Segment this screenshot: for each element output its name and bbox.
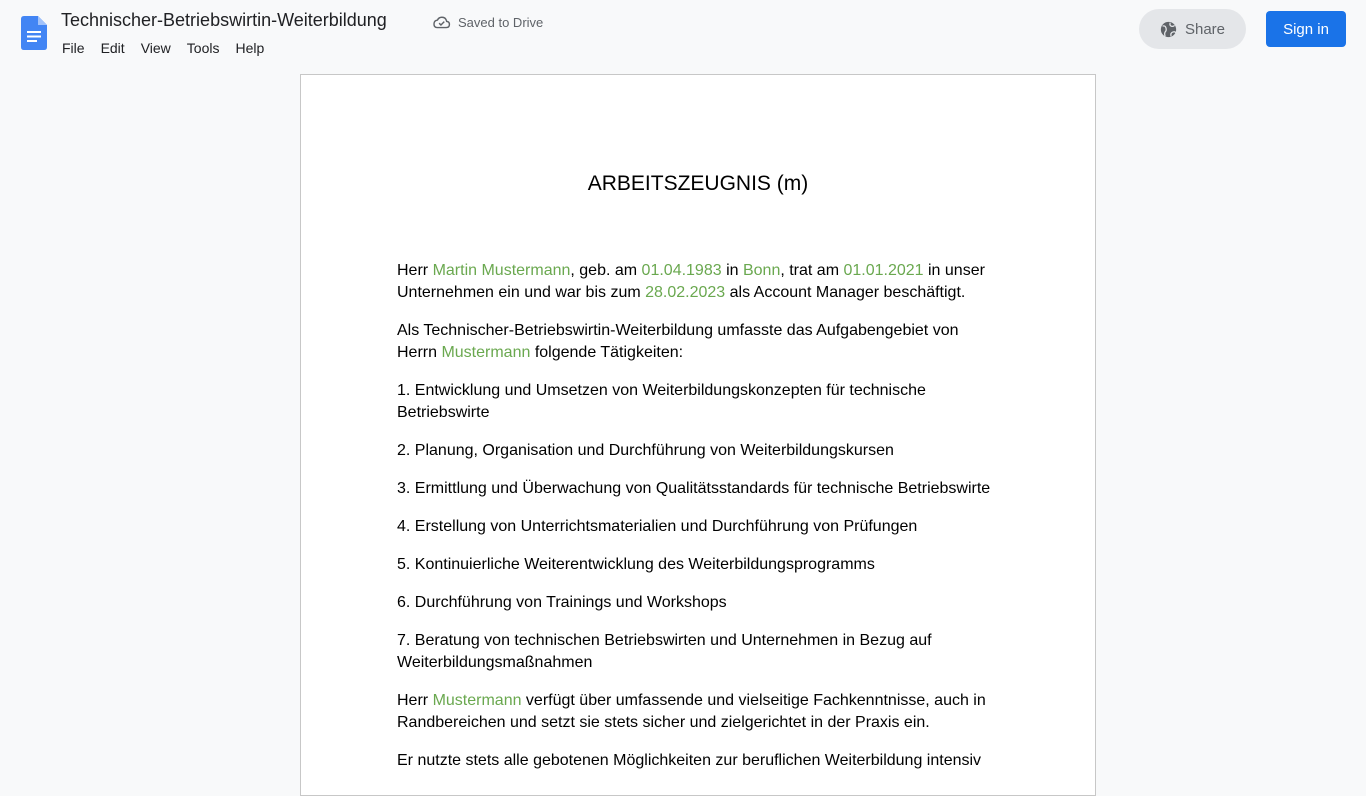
menu-file[interactable]: File xyxy=(62,40,85,56)
cloud-done-icon xyxy=(432,14,451,30)
paragraph-training: Er nutzte stets alle gebotenen Möglichkeiten zur beruflichen Weiterbildung intensiv xyxy=(397,752,982,769)
menu-bar xyxy=(54,36,272,60)
task-item: 3. Ermittlung und Überwachung von Qualitätsstandards für technische Betriebswirte xyxy=(397,480,991,497)
birth-date: 01.04.1983 xyxy=(641,262,722,279)
menu-view[interactable]: View xyxy=(140,40,171,56)
task-item: 2. Planung, Organisation und Durchführung von Weiterbildungskursen xyxy=(397,442,894,459)
share-button[interactable] xyxy=(1139,9,1246,49)
task-item: 5. Kontinuierliche Weiterentwicklung des Weiterbildungsprogramms xyxy=(397,556,875,573)
paragraph-skills: Herr Mustermann verfügt über umfassende und vielseitige Fachkenntnisse, auch in Randbereichen und setzt sie stets sicher und zielgerichtet in der Praxis ein. xyxy=(397,692,986,731)
globe-icon xyxy=(1160,21,1177,38)
menu-tools[interactable]: Tools xyxy=(186,40,220,56)
birth-city: Bonn xyxy=(742,262,781,279)
document-page[interactable] xyxy=(300,74,1096,796)
google-docs-icon[interactable] xyxy=(21,16,47,50)
share-label: Share xyxy=(1184,20,1226,38)
end-date: 28.02.2023 xyxy=(645,284,726,301)
task-item: 7. Beratung von technischen Betriebswirten und Unternehmen in Bezug auf Weiterbildungsmaßnahmen xyxy=(397,632,932,671)
task-item: 6. Durchführung von Trainings und Workshops xyxy=(397,594,727,611)
employee-surname: Mustermann xyxy=(432,692,522,709)
employee-name: Martin Mustermann xyxy=(432,262,571,279)
task-item: 4. Erstellung von Unterrichtsmaterialien und Durchführung von Prüfungen xyxy=(397,518,918,535)
paragraph-intro: Herr Martin Mustermann, geb. am 01.04.1983 in Bonn, trat am 01.01.2021 in unser Unternehmen ein und war bis zum 28.02.2023 als Account Manager beschäftigt. xyxy=(397,262,985,301)
paragraph-tasks-intro: Als Technischer-Betriebswirtin-Weiterbildung umfasste das Aufgabengebiet von Herrn Mustermann folgende Tätigkeiten: xyxy=(397,322,959,361)
menu-help[interactable]: Help xyxy=(235,40,265,56)
saved-status-label: Saved to Drive xyxy=(458,14,544,30)
start-date: 01.01.2021 xyxy=(843,262,924,279)
top-bar xyxy=(0,0,1366,64)
document-body xyxy=(397,260,999,788)
employee-surname: Mustermann xyxy=(441,344,531,361)
sign-in-button[interactable]: Sign in xyxy=(1266,11,1346,47)
saved-status[interactable] xyxy=(432,14,543,30)
document-heading: ARBEITSZEUGNIS (m) xyxy=(587,172,809,195)
document-title[interactable]: Technischer-Betriebswirtin-Weiterbildung xyxy=(61,10,387,30)
menu-edit[interactable]: Edit xyxy=(100,40,125,56)
task-item: 1. Entwicklung und Umsetzen von Weiterbildungskonzepten für technische Betriebswirte xyxy=(397,382,926,421)
